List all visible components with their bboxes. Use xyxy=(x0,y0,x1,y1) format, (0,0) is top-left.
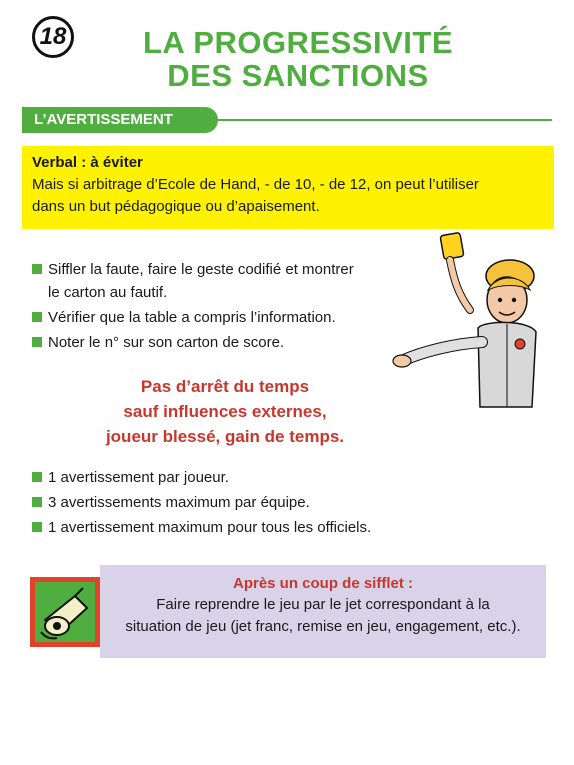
section-header: L’AVERTISSEMENT xyxy=(22,107,218,133)
note-line-1: Pas d’arrêt du temps xyxy=(140,377,310,396)
limits-list xyxy=(30,466,530,541)
title-line-1: LA PROGRESSIVITÉ xyxy=(142,25,453,60)
time-stop-note xyxy=(40,374,410,449)
list-item: Noter le n° sur son carton de score. xyxy=(30,331,410,354)
after-whistle-line-2: situation de jeu (jet franc, remise en jeu, engagement, etc.). xyxy=(125,618,521,635)
green-square-bullet-icon xyxy=(32,497,42,507)
note-line-3: joueur blessé, gain de temps. xyxy=(105,427,345,446)
whistle-icon-box xyxy=(30,577,100,647)
referee-illustration xyxy=(392,232,542,432)
page-number: 18 xyxy=(32,16,74,58)
verbal-text-line-2: dans un but pédagogique ou d’apaisement. xyxy=(32,198,320,215)
title-line-2: DES SANCTIONS xyxy=(167,58,429,93)
list-item: Vérifier que la table a compris l’information. xyxy=(30,306,410,329)
list-item: 1 avertissement maximum pour tous les officiels. xyxy=(30,516,530,539)
after-whistle-line-1: Faire reprendre le jeu par le jet correspondant à la xyxy=(156,596,490,613)
green-square-bullet-icon xyxy=(32,337,42,347)
green-square-bullet-icon xyxy=(32,312,42,322)
section-divider xyxy=(218,119,552,121)
page-title xyxy=(118,26,478,92)
verbal-warning-box xyxy=(22,146,554,229)
verbal-text-line-1: Mais si arbitrage d’Ecole de Hand, - de 10, - de 12, on peut l’utiliser xyxy=(32,176,479,193)
green-square-bullet-icon xyxy=(32,472,42,482)
green-square-bullet-icon xyxy=(32,522,42,532)
list-item: 3 avertissements maximum par équipe. xyxy=(30,491,530,514)
procedure-list xyxy=(30,258,410,356)
list-item: 1 avertissement par joueur. xyxy=(30,466,530,489)
after-whistle-box xyxy=(100,565,546,658)
after-whistle-title: Après un coup de sifflet : xyxy=(232,575,413,592)
whistle-icon xyxy=(35,582,95,642)
list-item: Siffler la faute, faire le geste codifié et montrer le carton au fautif. xyxy=(30,258,410,304)
green-square-bullet-icon xyxy=(32,264,42,274)
verbal-title: Verbal : à éviter xyxy=(32,154,143,171)
note-line-2: sauf influences externes, xyxy=(123,402,327,421)
